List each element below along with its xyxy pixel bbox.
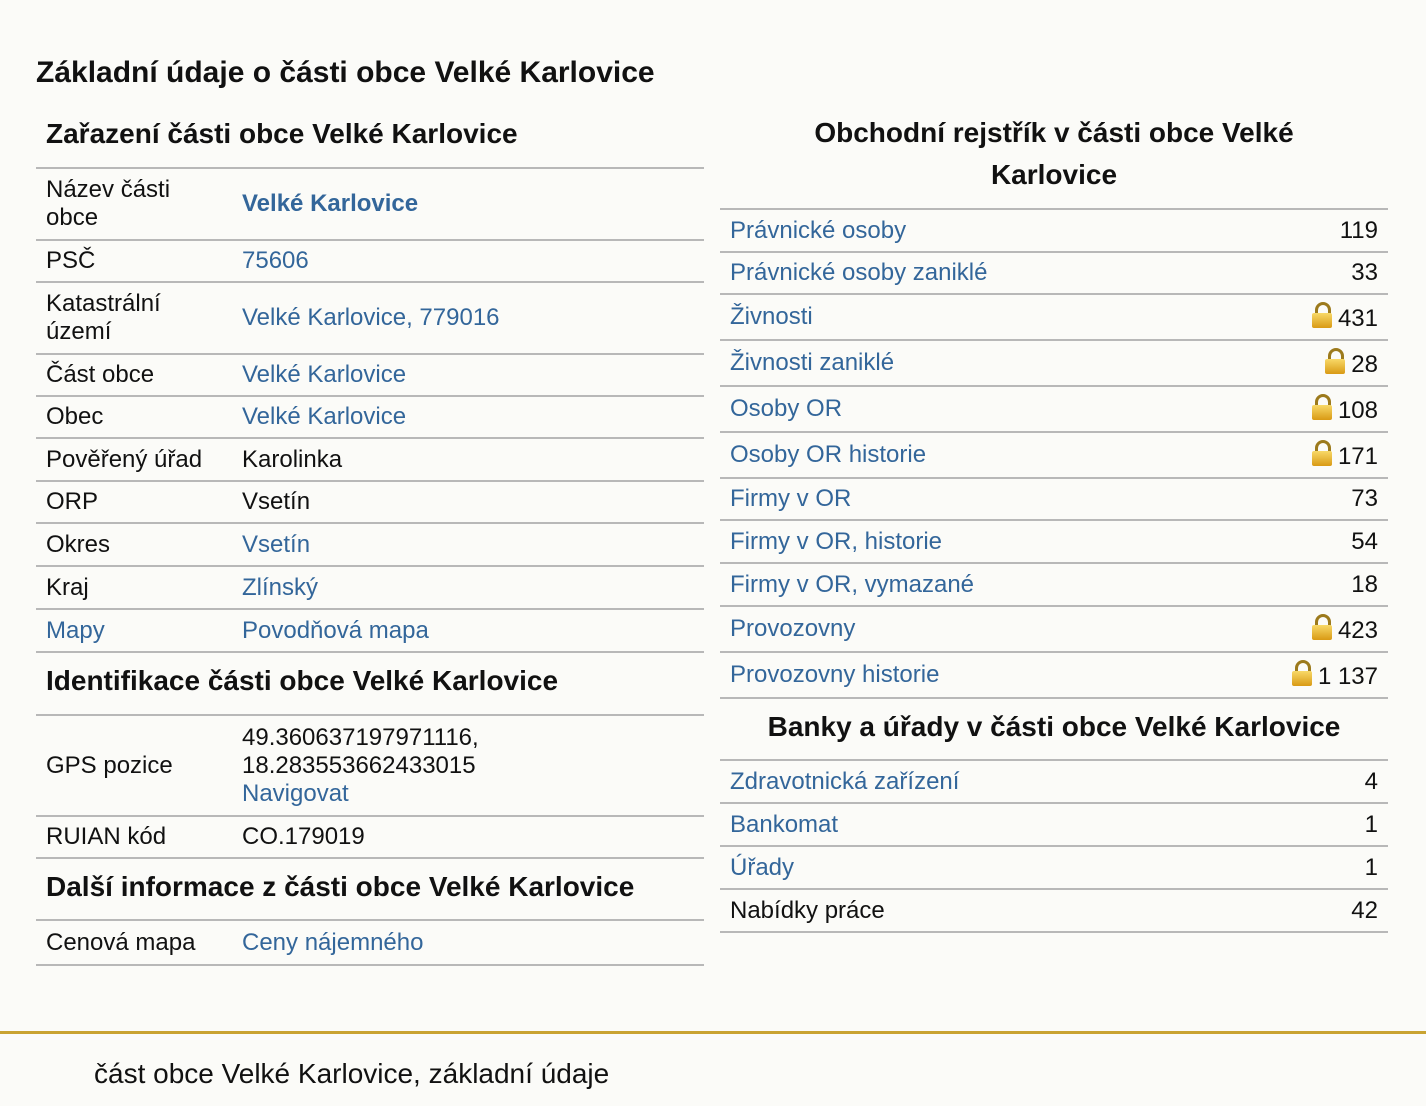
rejstrik-table: [720, 210, 1388, 699]
table-row: [720, 210, 1388, 252]
row-label-povereny-urad: Pověřený úřad: [36, 438, 232, 481]
provozovny-historie-link[interactable]: Provozovny historie: [730, 661, 940, 688]
footer-text: část obce Velké Karlovice, základní údaje: [94, 1058, 610, 1089]
lock-icon: [1312, 302, 1332, 328]
urady-count: 1: [1283, 846, 1388, 889]
row-label-orp: ORP: [36, 481, 232, 523]
table-row: [36, 716, 704, 816]
provozovny-link[interactable]: Provozovny: [730, 615, 856, 642]
identifikace-table: [36, 716, 704, 859]
table-row: [36, 566, 704, 609]
table-row: [720, 340, 1388, 386]
lock-icon: [1312, 394, 1332, 420]
table-row: [36, 282, 704, 354]
page-title: Základní údaje o části obce Velké Karlovice: [36, 56, 655, 89]
row-label-okres: Okres: [36, 523, 232, 566]
row-label-nazev: Název části obce: [36, 169, 232, 240]
table-row: [720, 563, 1388, 606]
kraj-link[interactable]: Zlínský: [242, 573, 319, 601]
row-label-katastr: Katastrální území: [36, 282, 232, 354]
gps-lat: 49.360637197971116,: [242, 723, 479, 751]
pravnicke-osoby-link[interactable]: Právnické osoby: [730, 216, 907, 244]
table-row: [36, 523, 704, 566]
table-row: [36, 481, 704, 523]
lock-icon: [1312, 614, 1332, 640]
gps-lon: 18.283553662433015: [242, 751, 476, 779]
row-label-cenova-mapa: Cenová mapa: [36, 921, 232, 965]
table-row: [720, 889, 1388, 932]
obec-link[interactable]: Velké Karlovice: [242, 403, 407, 430]
row-label-gps: GPS pozice: [36, 716, 232, 816]
table-row: [720, 520, 1388, 563]
nabidky-prace-label: Nabídky práce: [720, 889, 1283, 932]
osoby-or-historie-link[interactable]: Osoby OR historie: [730, 441, 927, 468]
cast-obce-link[interactable]: Velké Karlovice: [242, 361, 407, 388]
table-row: [36, 609, 704, 652]
table-row: [36, 240, 704, 282]
pravnicke-osoby-count: 119: [1203, 210, 1388, 252]
table-row: [720, 386, 1388, 432]
osoby-or-count: 108: [1337, 396, 1378, 424]
table-row: [720, 252, 1388, 294]
row-label-psc: PSČ: [36, 240, 232, 282]
firmy-or-historie-link[interactable]: Firmy v OR, historie: [730, 527, 943, 555]
banky-title: Banky a úřady v části obce Velké Karlovice: [720, 699, 1388, 761]
provozovny-historie-count: 1 137: [1317, 662, 1378, 690]
row-label-kraj: Kraj: [36, 566, 232, 609]
mapy-link[interactable]: Mapy: [46, 616, 105, 644]
identifikace-title: Identifikace části obce Velké Karlovice: [36, 653, 704, 716]
osoby-or-link[interactable]: Osoby OR: [730, 395, 843, 422]
zdravotnicka-zarizeni-count: 4: [1283, 761, 1388, 803]
provozovny-count: 423: [1337, 616, 1378, 644]
lock-icon: [1292, 660, 1312, 686]
table-row: [720, 761, 1388, 803]
zdravotnicka-zarizeni-link[interactable]: Zdravotnická zařízení: [730, 767, 960, 795]
povodnova-mapa-link[interactable]: Povodňová mapa: [242, 616, 429, 644]
left-column: [36, 112, 704, 966]
orp-value: Vsetín: [232, 481, 704, 523]
banky-table: [720, 761, 1388, 933]
osoby-or-historie-count: 171: [1337, 442, 1378, 470]
ruian-value: CO.179019: [232, 816, 704, 858]
table-row: [720, 606, 1388, 652]
table-row: [720, 432, 1388, 478]
urady-link[interactable]: Úřady: [730, 853, 795, 881]
row-label-obec: Obec: [36, 396, 232, 438]
bankomat-link[interactable]: Bankomat: [730, 810, 839, 838]
bankomat-count: 1: [1283, 803, 1388, 846]
table-row: [36, 169, 704, 240]
table-row: [36, 354, 704, 396]
footer: [0, 1031, 1426, 1106]
right-column: [720, 112, 1388, 933]
firmy-or-vymazane-count: 18: [1203, 563, 1388, 606]
zivnosti-zanikle-count: 28: [1351, 350, 1378, 378]
table-row: [720, 294, 1388, 340]
okres-link[interactable]: Vsetín: [242, 530, 311, 558]
lock-icon: [1325, 348, 1345, 374]
table-row: [36, 396, 704, 438]
table-row: [720, 478, 1388, 520]
povereny-urad-value: Karolinka: [232, 438, 704, 481]
navigate-link[interactable]: Navigovat: [242, 779, 349, 807]
zivnosti-zanikle-link[interactable]: Živnosti zaniklé: [730, 349, 895, 376]
nabidky-prace-count: 42: [1283, 889, 1388, 932]
firmy-or-vymazane-link[interactable]: Firmy v OR, vymazané: [730, 570, 975, 598]
ceny-najemneho-link[interactable]: Ceny nájemného: [242, 928, 424, 956]
dalsi-table: [36, 921, 704, 966]
pravnicke-osoby-zanikle-count: 33: [1203, 252, 1388, 294]
table-row: [720, 652, 1388, 698]
table-row: [36, 816, 704, 858]
katastr-link[interactable]: Velké Karlovice, 779016: [242, 304, 500, 331]
table-row: [720, 846, 1388, 889]
pravnicke-osoby-zanikle-link[interactable]: Právnické osoby zaniklé: [730, 259, 988, 286]
psc-link[interactable]: 75606: [242, 247, 309, 274]
zarazeni-table: [36, 169, 704, 653]
table-row: [36, 438, 704, 481]
zivnosti-link[interactable]: Živnosti: [730, 303, 813, 330]
row-label-ruian: RUIAN kód: [36, 816, 232, 858]
lock-icon: [1312, 440, 1332, 466]
dalsi-title: Další informace z části obce Velké Karlovice: [36, 859, 704, 921]
firmy-or-link[interactable]: Firmy v OR: [730, 485, 852, 512]
nazev-link[interactable]: Velké Karlovice: [242, 190, 419, 217]
zarazeni-title: Zařazení části obce Velké Karlovice: [36, 112, 704, 169]
rejstrik-title: Obchodní rejstřík v části obce Velké Karlovice: [720, 112, 1388, 210]
firmy-or-historie-count: 54: [1203, 520, 1388, 563]
table-row: [36, 921, 704, 965]
row-label-cast-obce: Část obce: [36, 354, 232, 396]
table-row: [720, 803, 1388, 846]
zivnosti-count: 431: [1337, 304, 1378, 332]
firmy-or-count: 73: [1203, 478, 1388, 520]
